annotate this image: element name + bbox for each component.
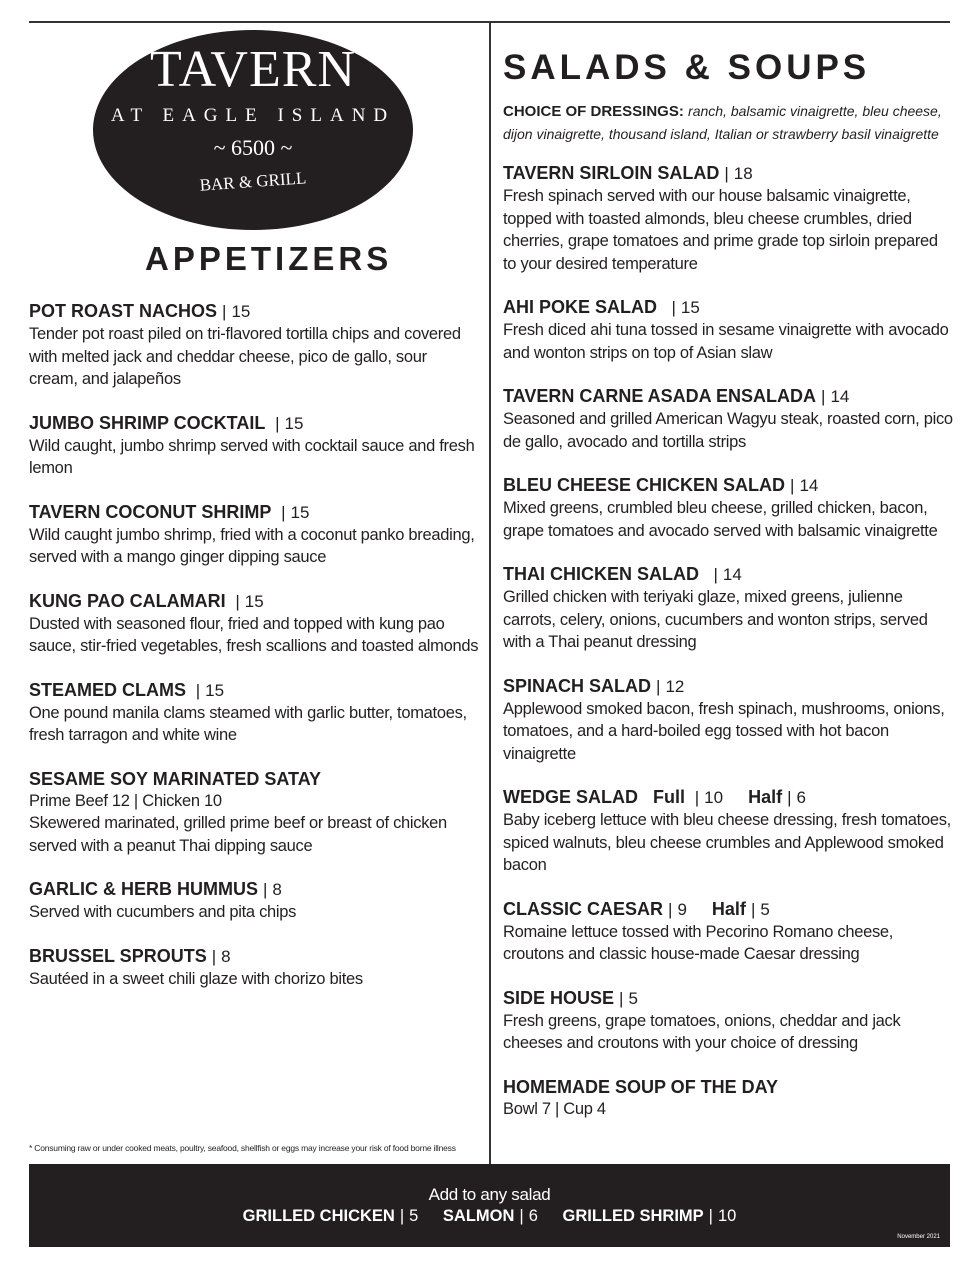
item-description: Fresh spinach served with our house balsamic vinaigrette, topped with toasted almonds, bleu cheese crumbles, dried cherries, grape tomatoes and prime grade top sirloin prepared to your desired temperature [503, 187, 938, 273]
menu-item: TAVERN COCONUT SHRIMP | 15 Wild caught jumbo shrimp, fried with a coconut panko breading, served with a mango ginger dipping sauce [29, 501, 479, 569]
item-description: Dusted with seasoned flour, fried and topped with kung pao sauce, stir-fried vegetables, fresh scallions and toasted almonds [29, 614, 479, 655]
menu-item: TAVERN SIRLOIN SALAD | 18 Fresh spinach served with our house balsamic vinaigrette, topped with toasted almonds, bleu cheese crumbles, dried cherries, grape tomatoes and prime grade top sirloin prepared to your desired temperature [503, 162, 953, 275]
appetizers-heading: APPETIZERS [145, 240, 393, 277]
item-price-options: Bowl 7 | Cup 4 [503, 1099, 606, 1118]
full-label: Full [653, 787, 686, 807]
logo-subtitle: AT EAGLE ISLAND [110, 105, 396, 126]
menu-item: BLEU CHEESE CHICKEN SALAD | 14 Mixed greens, crumbled bleu cheese, grilled chicken, bacon, grape tomatoes and avocado served with balsamic vinaigrette [503, 474, 953, 542]
menu-item [503, 1076, 953, 1121]
addon-name: GRILLED SHRIMP [562, 1207, 704, 1225]
appetizers-list [29, 300, 479, 1011]
dressings-note [503, 100, 953, 146]
item-description: Applewood smoked bacon, fresh spinach, mushrooms, onions, tomatoes, and a hard-boiled egg tossed with hot bacon vinaigrette [503, 699, 945, 763]
half-label: Half [711, 898, 746, 919]
addon-item: GRILLED CHICKEN | 5 [242, 1207, 419, 1225]
item-name: AHI POKE SALAD [503, 297, 658, 317]
item-name: THAI CHICKEN SALAD [503, 564, 699, 584]
item-price: 15 [244, 591, 264, 611]
item-name: TAVERN SIRLOIN SALAD [503, 163, 720, 183]
menu-item: KUNG PAO CALAMARI | 15 Dusted with seasoned flour, fried and topped with kung pao sauce, stir-fried vegetables, fresh scallions and toasted almonds [29, 590, 479, 658]
addon-name: GRILLED CHICKEN [242, 1207, 395, 1225]
item-price: 5 [628, 988, 638, 1008]
menu-item: SIDE HOUSE | 5 Fresh greens, grape tomatoes, onions, cheddar and jack cheeses and croutons with your choice of dressing [503, 987, 953, 1055]
item-description: Romaine lettuce tossed with Pecorino Romano cheese, croutons and classic house-made Caesar dressing [503, 922, 894, 963]
item-description: Wild caught, jumbo shrimp served with cocktail sauce and fresh lemon [29, 436, 475, 477]
menu-date: November 2021 [897, 1234, 940, 1240]
item-price: 8 [221, 946, 231, 966]
item-description: Served with cucumbers and pita chips [29, 903, 297, 921]
salads-heading: SALADS & SOUPS [503, 48, 871, 87]
item-name: STEAMED CLAMS [29, 679, 186, 700]
item-name: TAVERN CARNE ASADA ENSALADA [503, 386, 817, 406]
item-name: SPINACH SALAD [503, 675, 652, 696]
dressings-label: CHOICE OF DRESSINGS: [503, 103, 684, 120]
item-description: Mixed greens, crumbled bleu cheese, grilled chicken, bacon, grape tomatoes and avocado served with balsamic vinaigrette [503, 499, 938, 540]
menu-item: POT ROAST NACHOS | 15 Tender pot roast piled on tri-flavored tortilla chips and covered with melted jack and cheddar cheese, pico de gallo, sour cream, and jalapeños [29, 300, 479, 391]
logo-title: TAVERN [149, 41, 356, 98]
half-price: 5 [760, 899, 770, 919]
addons-footer [29, 1164, 950, 1247]
tavern-logo [93, 30, 413, 230]
item-name: WEDGE SALAD [503, 787, 638, 807]
menu-item: BRUSSEL SPROUTS | 8 Sautéed in a sweet chili glaze with chorizo bites [29, 945, 479, 991]
item-price-options: Prime Beef 12 | Chicken 10 [29, 791, 222, 810]
item-name: SIDE HOUSE [503, 987, 615, 1008]
menu-item [29, 768, 479, 858]
logo-tagline: BAR & GRILL [199, 168, 307, 195]
item-price: 15 [205, 680, 225, 700]
addon-list [29, 1207, 950, 1226]
item-name: GARLIC & HERB HUMMUS [29, 879, 258, 899]
addon-price: 5 [409, 1207, 419, 1225]
addon-item: GRILLED SHRIMP | 10 [562, 1207, 737, 1225]
item-price: 15 [290, 502, 310, 522]
item-name: POT ROAST NACHOS [29, 301, 218, 321]
item-price: 14 [830, 387, 850, 406]
item-price: 14 [799, 476, 819, 495]
addon-item: SALMON | 6 [442, 1207, 538, 1225]
menu-item: TAVERN CARNE ASADA ENSALADA | 14 Seasoned and grilled American Wagyu steak, roasted corn, pico de gallo, avocado and tortilla strips [503, 385, 953, 453]
item-description: Sautéed in a sweet chili glaze with chorizo bites [29, 969, 363, 988]
item-price: 15 [680, 298, 700, 317]
item-name: CLASSIC CAESAR [503, 898, 664, 919]
item-description: One pound manila clams steamed with garlic butter, tomatoes, fresh tarragon and white wine [29, 703, 467, 744]
item-price: 14 [722, 565, 742, 584]
item-name: JUMBO SHRIMP COCKTAIL [29, 412, 266, 433]
column-divider [489, 22, 491, 1164]
salads-list [503, 162, 953, 1141]
half-label: Half [748, 787, 783, 807]
dressings-text: ranch, balsamic vinaigrette, bleu cheese, dijon vinaigrette, thousand island, Italian or strawberry basil vinaigrette [503, 103, 942, 142]
food-safety-disclaimer: * Consuming raw or under cooked meats, poultry, seafood, shellfish or eggs may increase your risk of food borne illness [29, 1143, 456, 1153]
item-price: 18 [733, 164, 753, 183]
menu-item: CLASSIC CAESAR | 9 Half | 5 Romaine lettuce tossed with Pecorino Romano cheese, croutons and classic house-made Caesar dressing [503, 898, 953, 966]
half-price: 6 [796, 788, 806, 807]
item-price: 9 [677, 899, 687, 919]
addon-name: SALMON [442, 1207, 515, 1225]
item-description: Skewered marinated, grilled prime beef or breast of chicken served with a peanut Thai dipping sauce [29, 814, 447, 855]
item-name: HOMEMADE SOUP OF THE DAY [503, 1076, 779, 1097]
menu-item: STEAMED CLAMS | 15 One pound manila clams steamed with garlic butter, tomatoes, fresh tarragon and white wine [29, 679, 479, 747]
item-price: 15 [284, 413, 304, 433]
addon-price: 10 [717, 1207, 737, 1225]
item-price: 12 [665, 676, 685, 696]
item-description: Fresh diced ahi tuna tossed in sesame vinaigrette with avocado and wonton strips on top of Asian slaw [503, 321, 949, 362]
menu-item: SPINACH SALAD | 12 Applewood smoked bacon, fresh spinach, mushrooms, onions, tomatoes, and a hard-boiled egg tossed with hot bacon vinaigrette [503, 675, 953, 766]
item-name: BLEU CHEESE CHICKEN SALAD [503, 475, 786, 495]
logo-number: ~ 6500 ~ [213, 135, 293, 160]
menu-item: AHI POKE SALAD | 15 Fresh diced ahi tuna tossed in sesame vinaigrette with avocado and wonton strips on top of Asian slaw [503, 296, 953, 364]
item-description: Tender pot roast piled on tri-flavored tortilla chips and covered with melted jack and cheddar cheese, pico de gallo, sour cream, and jalapeños [29, 325, 461, 388]
item-name: SESAME SOY MARINATED SATAY [29, 768, 322, 789]
menu-item: GARLIC & HERB HUMMUS | 8 Served with cucumbers and pita chips [29, 878, 479, 924]
item-price: 8 [272, 880, 282, 899]
item-name: BRUSSEL SPROUTS [29, 945, 207, 966]
item-name: TAVERN COCONUT SHRIMP [29, 501, 272, 522]
addon-price: 6 [528, 1207, 538, 1225]
item-description: Grilled chicken with teriyaki glaze, mixed greens, julienne carrots, celery, onions, cucumbers and wonton strips, served with a Thai peanut dressing [503, 588, 928, 651]
menu-item: JUMBO SHRIMP COCKTAIL | 15 Wild caught, jumbo shrimp served with cocktail sauce and fresh lemon [29, 412, 479, 480]
footer-title: Add to any salad [428, 1185, 551, 1204]
menu-item: WEDGE SALAD Full | 10 Half | 6 Baby iceberg lettuce with bleu cheese dressing, fresh tomatoes, spiced walnuts, bleu cheese crumbles and Applewood smoked bacon [503, 786, 953, 877]
item-description: Fresh greens, grape tomatoes, onions, cheddar and jack cheeses and croutons with your choice of dressing [503, 1011, 901, 1052]
item-description: Seasoned and grilled American Wagyu steak, roasted corn, pico de gallo, avocado and tortilla strips [503, 410, 953, 451]
item-price: 15 [231, 302, 251, 321]
menu-item: THAI CHICKEN SALAD | 14 Grilled chicken with teriyaki glaze, mixed greens, julienne carrots, celery, onions, cucumbers and wonton strips, served with a Thai peanut dressing [503, 563, 953, 654]
item-description: Baby iceberg lettuce with bleu cheese dressing, fresh tomatoes, spiced walnuts, bleu cheese crumbles and Applewood smoked bacon [503, 811, 951, 874]
item-name: KUNG PAO CALAMARI [29, 590, 226, 611]
item-price: 10 [704, 788, 724, 807]
item-description: Wild caught jumbo shrimp, fried with a coconut panko breading, served with a mango ginger dipping sauce [29, 525, 475, 566]
